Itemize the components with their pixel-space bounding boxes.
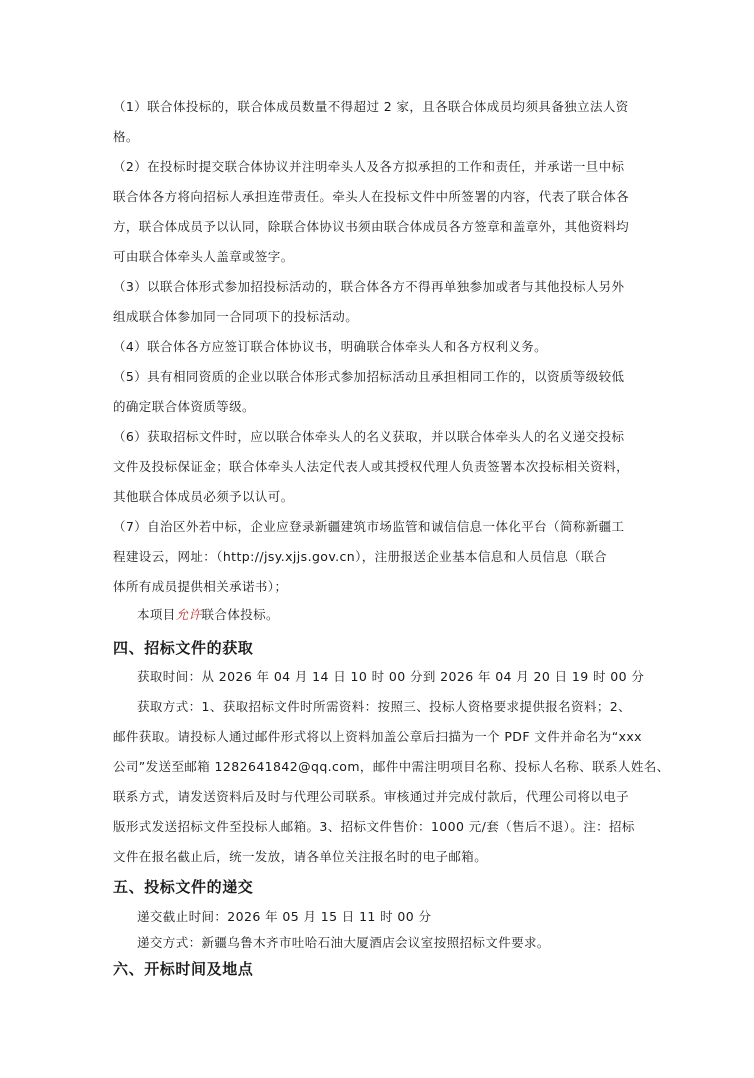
project-prefix: 本项目 <box>137 607 176 622</box>
text-line: 版形式发送招标文件至投标人邮箱。3、招标文件售价：1000 元/套（售后不退）。注：招标 <box>113 819 635 834</box>
clause-3 <box>113 272 651 332</box>
project-consortium-line <box>137 600 675 630</box>
clause-4 <box>113 332 651 362</box>
text-line: 公司”发送至邮箱 1282641842@qq.com，邮件中需注明项目名称、投标人名称、联系人姓名、 <box>113 759 670 774</box>
text-line: 获取方式：1、获取招标文件时所需资料：按照三、投标人资格要求提供报名资料；2、 <box>137 699 632 714</box>
section-5-title: 五、投标文件的递交 <box>113 878 254 896</box>
section-6-title: 六、开标时间及地点 <box>113 960 254 978</box>
text-line: （5）具有相同资质的企业以联合体形式参加招标活动且承担相同工作的，以资质等级较低 <box>113 369 625 384</box>
text-line: 的确定联合体资质等级。 <box>113 399 255 414</box>
text-line: 方，联合体成员予以认同，除联合体协议书须由联合体成员各方签章和盖章外，其他资料均 <box>113 219 630 234</box>
text-line: 递交截止时间：2026 年 05 月 15 日 11 时 00 分 <box>137 909 432 924</box>
text-line: （2）在投标时提交联合体协议并注明牵头人及各方拟承担的工作和责任，并承诺一旦中标 <box>113 159 625 174</box>
consortium-allowed: 允许 <box>175 607 202 622</box>
text-line: （3）以联合体形式参加招投标活动的，联合体各方不得再单独参加或者与其他投标人另外 <box>113 279 625 294</box>
text-line: 组成联合体参加同一合同项下的投标活动。 <box>113 309 359 324</box>
text-line: 格。 <box>113 129 139 144</box>
clause-6 <box>113 422 651 512</box>
text-line: 文件在报名截止后，统一发放，请各单位关注报名时的电子邮箱。 <box>113 849 488 864</box>
section-5-method <box>137 928 675 958</box>
section-4-method <box>113 692 670 872</box>
text-line: 程建设云，网址：（http://jsy.xjjs.gov.cn），注册报送企业基本信息和人员信息（联合 <box>113 549 607 564</box>
section-4-title: 四、招标文件的获取 <box>113 639 254 657</box>
clause-1 <box>113 92 651 152</box>
text-line: 可由联合体牵头人盖章或签字。 <box>113 249 294 264</box>
text-line: 获取时间：从 2026 年 04 月 14 日 10 时 00 分到 2026 年 04 月 20 日 19 时 00 分 <box>137 669 645 684</box>
text-line: 邮件获取。请投标人通过邮件形式将以上资料加盖公章后扫描为一个 PDF 文件并命名为“xxx <box>113 729 642 744</box>
text-line: 递交方式：新疆乌鲁木齐市吐哈石油大厦酒店会议室按照招标文件要求。 <box>137 935 550 950</box>
clause-2 <box>113 152 651 272</box>
text-line: （4）联合体各方应签订联合体协议书，明确联合体牵头人和各方权利义务。 <box>113 339 548 354</box>
text-line <box>137 600 675 630</box>
text-line: 其他联合体成员必须予以认可。 <box>113 489 294 504</box>
text-line: 联合体各方将向招标人承担连带责任。牵头人在投标文件中所签署的内容，代表了联合体各 <box>113 189 630 204</box>
clause-5 <box>113 362 651 422</box>
project-suffix: 联合体投标。 <box>201 607 279 622</box>
text-line: 联系方式，请发送资料后及时与代理公司联系。审核通过并完成付款后，代理公司将以电子 <box>113 789 630 804</box>
clause-7 <box>113 512 651 602</box>
text-line: （6）获取招标文件时，应以联合体牵头人的名义获取，并以联合体牵头人的名义递交投标 <box>113 429 625 444</box>
text-line: （7）自治区外若中标，企业应登录新疆建筑市场监管和诚信信息一体化平台（简称新疆工 <box>113 519 625 534</box>
text-line: 文件及投标保证金；联合体牵头人法定代表人或其授权代理人负责签署本次投标相关资料， <box>113 459 630 474</box>
text-line: （1）联合体投标的，联合体成员数量不得超过 2 家，且各联合体成员均须具备独立法人资 <box>113 99 629 114</box>
text-line: 体所有成员提供相关承诺书）； <box>113 579 288 594</box>
section-4-time <box>137 662 675 692</box>
